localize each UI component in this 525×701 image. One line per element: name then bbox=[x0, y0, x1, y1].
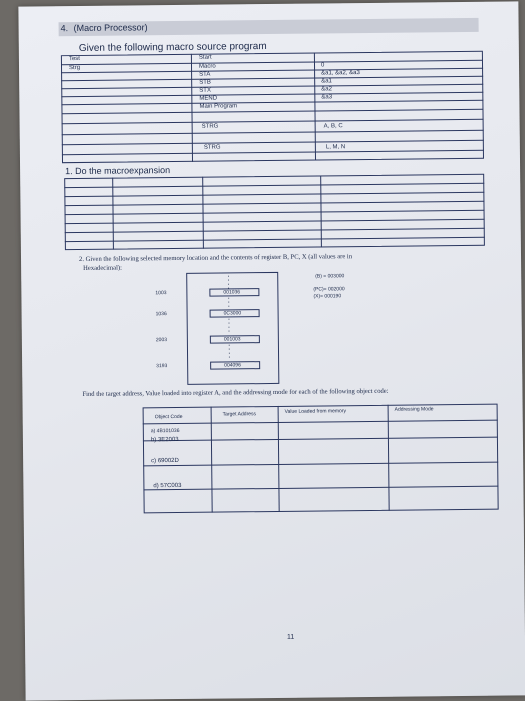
q3-intro: Find the target address, Value loaded into register A, and the addressing mode for each of the following object code: bbox=[82, 387, 389, 398]
right-row: &a2 bbox=[321, 86, 332, 93]
middle-row: STB bbox=[199, 79, 211, 86]
memory-address: 1003 bbox=[155, 290, 167, 297]
register-pc: (PC)= 002000 bbox=[313, 286, 345, 293]
right-row: L, M, N bbox=[325, 144, 346, 151]
question-number: 4. bbox=[60, 23, 69, 34]
register-b: (B) = 003000 bbox=[315, 273, 345, 280]
right-row: 0 bbox=[320, 62, 325, 69]
memory-dots: : bbox=[227, 272, 230, 283]
page-number: 11 bbox=[286, 633, 295, 641]
right-row: A, B, C bbox=[323, 123, 343, 130]
memory-dots: : bbox=[227, 323, 231, 334]
middle-row: Main Program bbox=[199, 103, 238, 110]
memory-dots: : bbox=[227, 294, 231, 305]
left-row-label: Test bbox=[68, 55, 80, 63]
memory-cell-value: 001003 bbox=[223, 336, 241, 343]
memory-dots: : bbox=[227, 280, 230, 291]
register-x: (X)= 000190 bbox=[313, 293, 342, 300]
memory-address: 1036 bbox=[155, 311, 167, 318]
object-code-d: d) 57C003 bbox=[153, 482, 182, 490]
memory-dots: : bbox=[227, 341, 231, 352]
memory-address: 2003 bbox=[155, 337, 168, 344]
section-title: (Macro Processor) bbox=[73, 22, 148, 34]
q2-label: 2. Given the following selected memory location and the contents of register B, PC, X (all values are in bbox=[78, 253, 353, 264]
memory-address: 3193 bbox=[156, 363, 168, 370]
middle-row: STA bbox=[199, 71, 211, 78]
memory-dots: : bbox=[227, 315, 231, 326]
left-row-label: Strg bbox=[68, 64, 81, 72]
memory-cell-value: 0C3000 bbox=[223, 310, 242, 317]
col-header-value-loaded: Value Loaded from memory bbox=[284, 408, 346, 415]
right-row: &a1 bbox=[321, 78, 332, 85]
col-header-target-address: Target Address bbox=[222, 411, 257, 418]
middle-row: Start bbox=[198, 54, 212, 61]
right-row: &a1, &a2, &a3 bbox=[321, 70, 360, 77]
q1-label: 1. Do the macroexpansion bbox=[65, 165, 171, 177]
memory-cell-value: 004096 bbox=[224, 362, 241, 369]
object-code-a: a) 4B101036 bbox=[150, 427, 180, 435]
object-code-b: b) 3E2003 bbox=[150, 436, 179, 444]
memory-dots: : bbox=[227, 349, 231, 360]
col-header-object-code: Object Code bbox=[154, 413, 183, 421]
col-header-addressing-mode: Addressing Mode bbox=[394, 406, 434, 413]
object-code-c: c) 69002D bbox=[151, 457, 179, 465]
document-page bbox=[18, 1, 525, 700]
memory-dots: : bbox=[227, 302, 231, 313]
macro-intro: Given the following macro source program bbox=[78, 41, 267, 55]
middle-row: Macro bbox=[198, 63, 216, 70]
right-row: &a3 bbox=[321, 94, 333, 101]
middle-row: STRG bbox=[201, 123, 219, 130]
q2-label-hex: Hexadecimal): bbox=[83, 264, 122, 272]
middle-row: STX bbox=[199, 87, 211, 94]
memory-cell-value: 001036 bbox=[223, 289, 241, 296]
middle-row: MEND bbox=[199, 95, 218, 102]
middle-row: STRG bbox=[203, 144, 221, 151]
